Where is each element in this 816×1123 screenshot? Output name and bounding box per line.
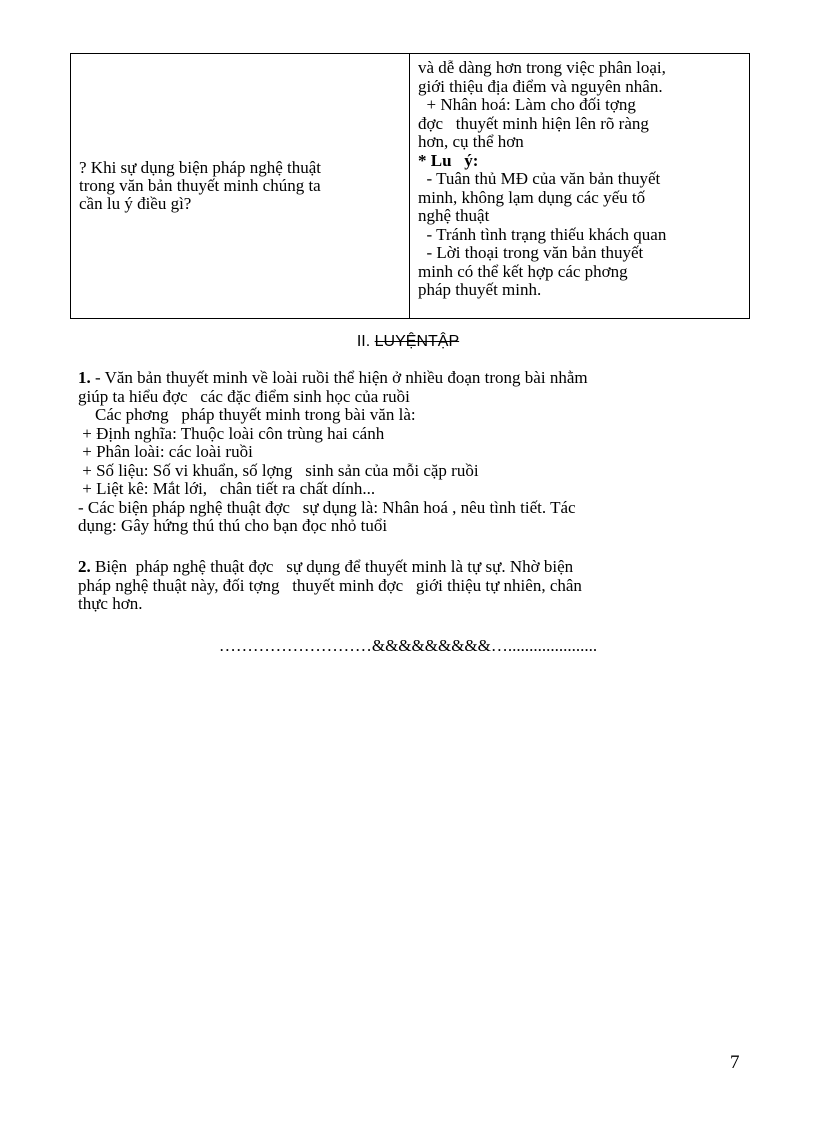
exercise-1 <box>78 369 588 536</box>
note-title: * Lu ý: <box>418 150 479 170</box>
question-text <box>79 159 321 213</box>
exercise-1-line: giúp ta hiểu đợc các đặc điểm sinh học của ruồi <box>78 386 410 406</box>
exercise-1-line: dụng: Gây hứng thú thú cho bạn đọc nhỏ tuổi <box>78 516 388 535</box>
exercise-2-first-line <box>78 558 582 577</box>
exercise-1-line: - Các biện pháp nghệ thuật đợc sự dụng là: Nhân hoá , nêu tình tiết. Tác <box>78 497 576 517</box>
note-line: nghệ thuật <box>418 206 490 225</box>
note-line: minh có thể kết hợp các phơng <box>418 261 628 281</box>
exercise-2-line: pháp nghệ thuật này, đối tợng thuyết minh đợc giới thiệu tự nhiên, chân <box>78 575 582 595</box>
exercise-2-line: thực hơn. <box>78 594 143 613</box>
answer-cell <box>410 54 749 318</box>
exercise-1-line: + Định nghĩa: Thuộc loài côn trùng hai cánh <box>78 423 385 443</box>
exercise-2 <box>78 558 582 614</box>
question-line: ? Khi sự dụng biện pháp nghệ thuật <box>79 158 321 177</box>
note-line: minh, không lạm dụng các yếu tố <box>418 187 646 207</box>
exercise-1-line: + Liệt kê: Mắt lới, chân tiết ra chất dính... <box>78 479 376 498</box>
exercise-2-line: Biện pháp nghệ thuật đợc sự dụng để thuyết minh là tự sự. Nhờ biện <box>90 557 574 576</box>
exercise-1-number: 1. <box>78 368 91 387</box>
exercise-2-number: 2. <box>78 557 91 576</box>
answer-line: + Nhân hoá: Làm cho đối tợng <box>418 95 636 114</box>
note-line: pháp thuyết minh. <box>418 280 542 299</box>
note-line: - Tránh tình trạng thiếu khách quan <box>418 224 667 244</box>
exercise-1-line: Các phơng pháp thuyết minh trong bài văn là: <box>78 405 416 424</box>
page-number: 7 <box>730 1052 740 1073</box>
note-line: - Lời thoại trong văn bản thuyết <box>418 243 644 262</box>
section-prefix: II. <box>356 333 371 350</box>
answer-line: đợc thuyết minh hiện lên rõ ràng <box>418 113 649 133</box>
section-divider: ………………………&&&&&&&&&…..................... <box>218 636 598 655</box>
section-heading <box>0 333 816 351</box>
exercise-1-line: + Số liệu: Số vi khuẩn, số lợng sinh sản của mỗi cặp ruồi <box>78 460 479 480</box>
question-cell <box>71 54 410 318</box>
answer-line: hơn, cụ thể hơn <box>418 132 524 151</box>
answer-line: giới thiệu địa điểm và nguyên nhân. <box>418 76 663 96</box>
answer-line: và dễ dàng hơn trong việc phân loại, <box>418 58 666 77</box>
exercise-1-line: + Phân loài: các loài ruồi <box>78 442 253 461</box>
qa-table <box>70 53 750 319</box>
exercise-1-line: - Văn bản thuyết minh về loài ruồi thể hiện ở nhiều đoạn trong bài nhằm <box>90 368 588 387</box>
exercise-1-first-line <box>78 369 588 388</box>
note-line: - Tuân thủ MĐ của văn bản thuyết <box>418 169 661 188</box>
section-title: LUYỆNTẬP <box>374 333 460 350</box>
question-line: cần lu ý điều gì? <box>79 194 192 213</box>
question-line: trong văn bản thuyết minh chúng ta <box>79 176 321 195</box>
